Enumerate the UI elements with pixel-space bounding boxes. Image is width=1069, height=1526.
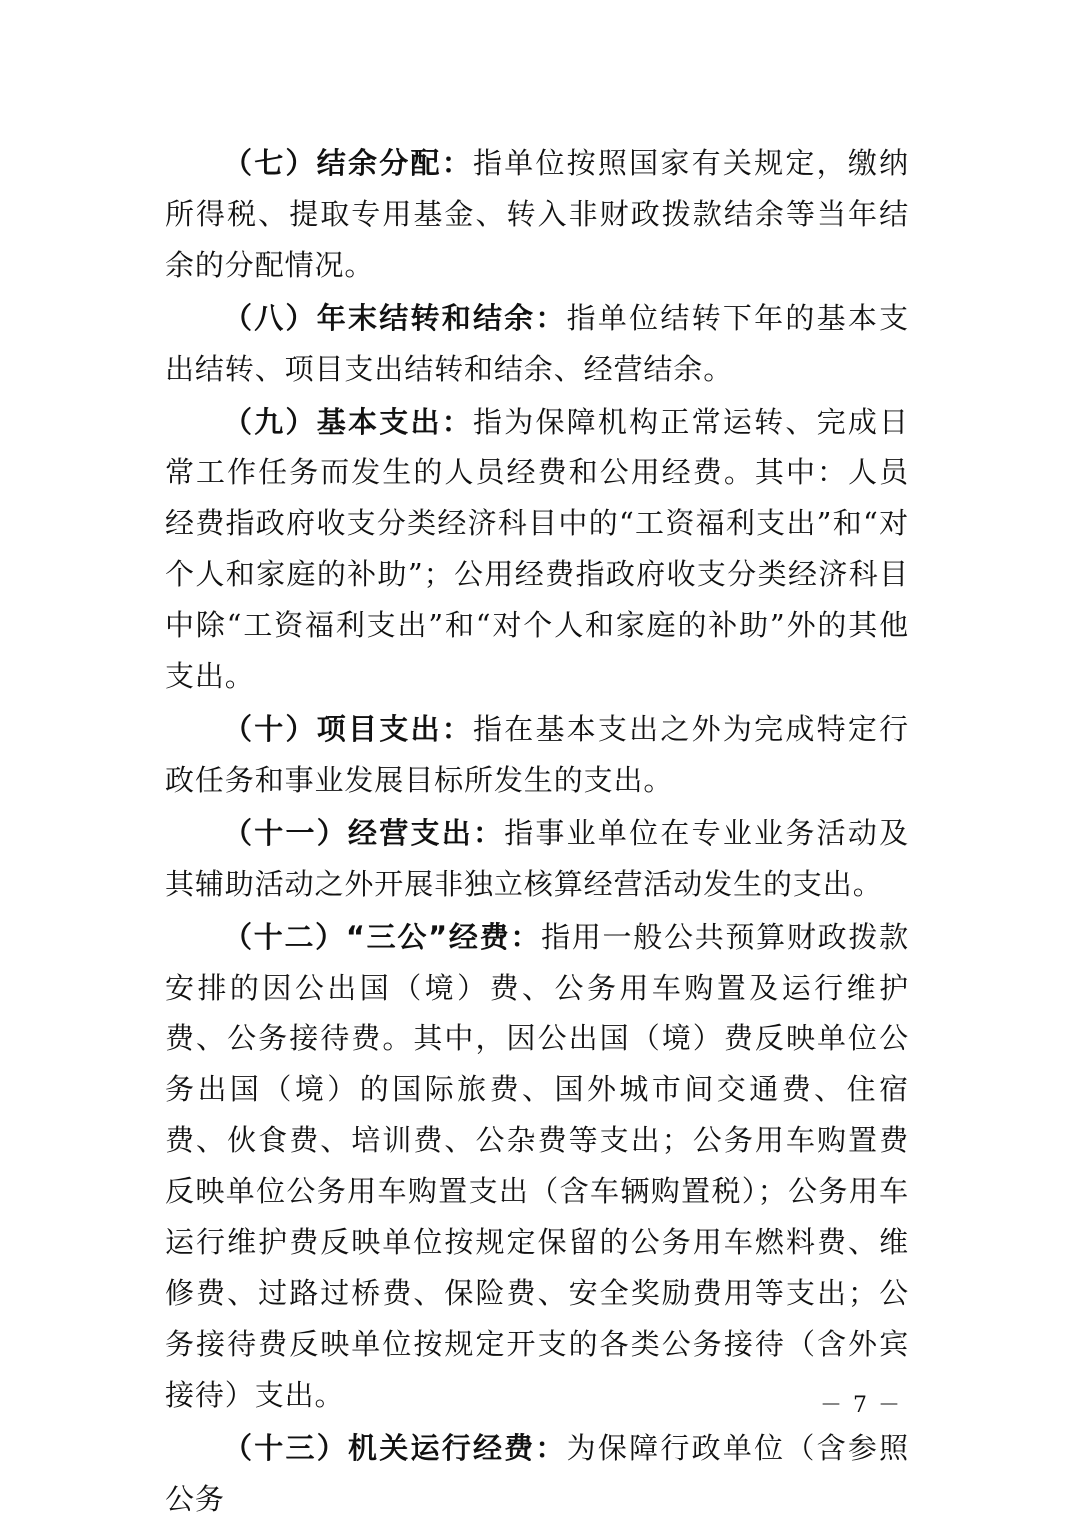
paragraph-11 (165, 808, 909, 910)
paragraph-text: 指事业单位在专业业务活动及其辅助活动之外开展非独立核算经营活动发生的支出。 (165, 815, 909, 901)
paragraph-text: 为保障行政单位（含参照公务 (165, 1430, 909, 1516)
page-number: － 7 － (820, 1393, 902, 1418)
paragraph-10 (165, 704, 909, 806)
term-heading: （九）基本支出： (223, 404, 473, 439)
term-heading: （八）年末结转和结余： (223, 300, 567, 335)
paragraph-text: 指为保障机构正常运转、完成日常工作任务而发生的人员经费和公用经费。其中：人员经费指政府收支分类经济科目中的“工资福利支出”和“对个人和家庭的补助”；公用经费指政府收支分类经济科目中除“工资福利支出”和“对个人和家庭的补助”外的其他支出。 (165, 404, 910, 694)
paragraph-text: 指单位结转下年的基本支出结转、项目支出结转和结余、经营结余。 (165, 300, 909, 386)
paragraph-7 (165, 138, 909, 291)
term-heading: （十一）经营支出： (223, 815, 505, 850)
term-heading: （七）结余分配： (223, 146, 473, 180)
term-heading: （十三）机关运行经费： (223, 1430, 567, 1465)
paragraph-13 (165, 1423, 909, 1525)
document-body (165, 138, 909, 1526)
paragraph-8 (165, 293, 909, 395)
paragraph-text: 指单位按照国家有关规定，缴纳所得税、提取专用基金、转入非财政拨款结余等当年结余的分配情况。 (165, 146, 910, 282)
paragraph-text: 指在基本支出之外为完成特定行政任务和事业发展目标所发生的支出。 (165, 711, 910, 797)
term-heading: （十二）“三公”经费： (223, 919, 542, 954)
term-heading: （十）项目支出： (223, 711, 473, 746)
paragraph-12 (165, 912, 909, 1421)
paragraph-9 (165, 397, 909, 702)
paragraph-text: 指用一般公共预算财政拨款安排的因公出国（境）费、公务用车购置及运行维护费、公务接待费。其中，因公出国（境）费反映单位公务出国（境）的国际旅费、国外城市间交通费、住宿费、伙食费、培训费、公杂费等支出；公务用车购置费反映单位公务用车购置支出（含车辆购置税）；公务用车运行维护费反映单位按规定保留的公务用车燃料费、维修费、过路过桥费、保险费、安全奖励费用等支出；公务接待费反映单位按规定开支的各类公务接待（含外宾接待）支出。 (165, 919, 909, 1412)
